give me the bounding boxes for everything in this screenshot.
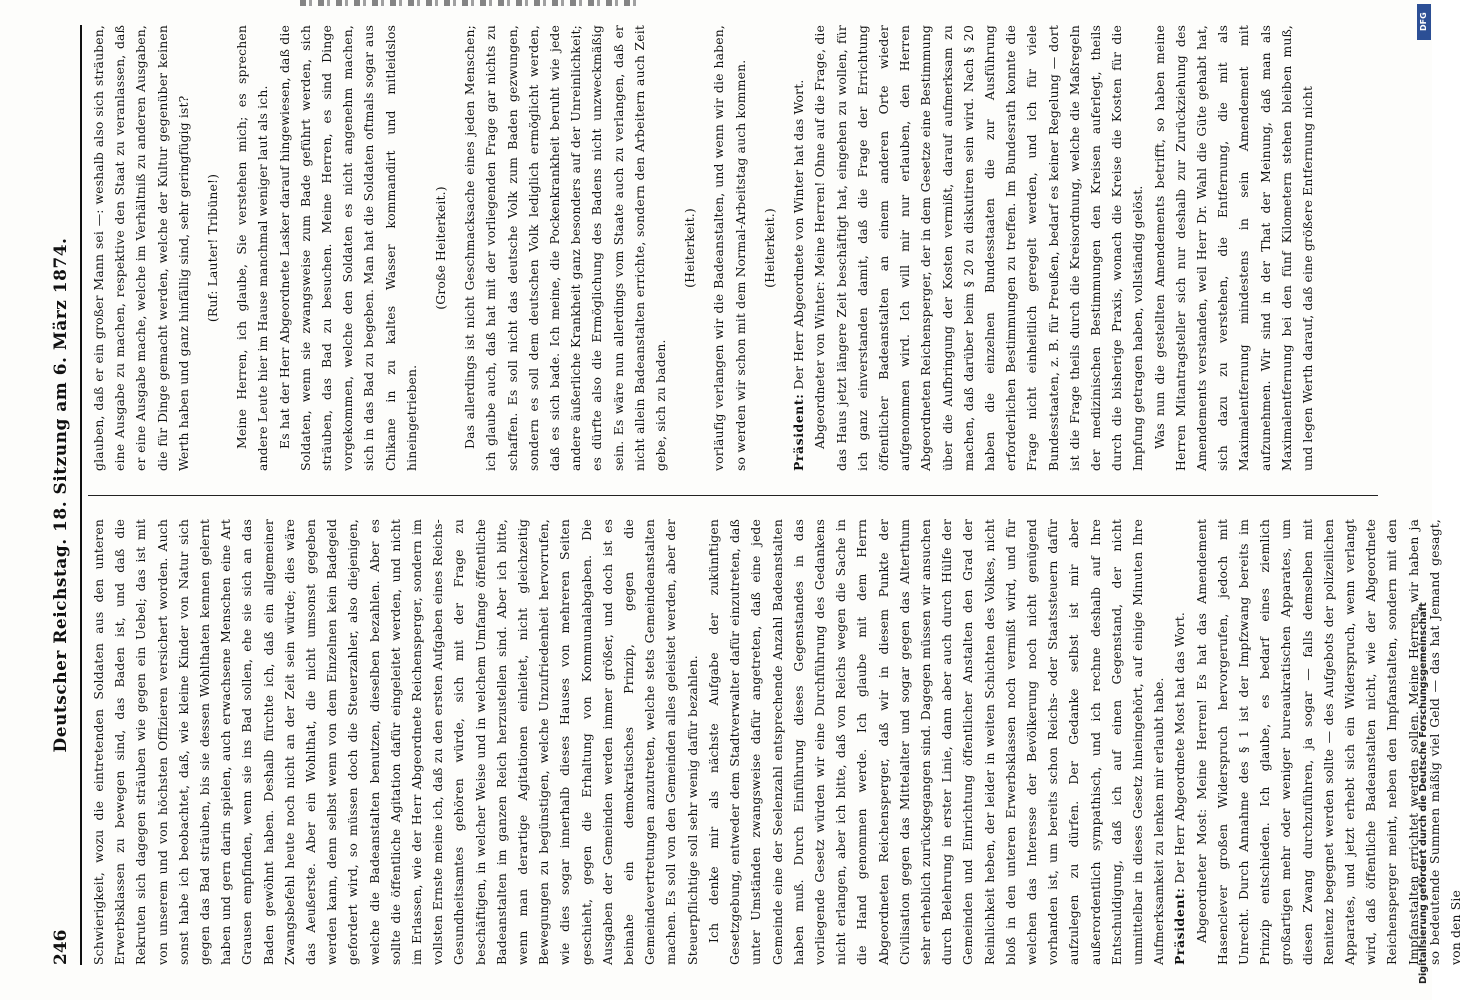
page-title: Deutscher Reichstag. 18. Sitzung am 6. März 1874. (51, 237, 71, 753)
interjection: (Große Heiterkeit.) (433, 186, 449, 310)
speaker-label: Präsident: (1172, 887, 1188, 965)
scan-edge-noise (300, 0, 640, 6)
paragraph: Es hat der Herr Abgeordnete Lasker darauf hingewiesen, daß die Soldaten, wenn sie zwangsweise zum Bade geführt werden, sich sträuben, das Bad zu besuchen. Meine Herren, es sind Dinge vorgekommen, welche den Soldaten es nicht angenehm machen, sich in das Bad zu begeben. Man hat die Soldaten oftmals sogar aus Chikane in zu kaltes Wasser kommandirt und mitleidslos hineingetrieben. (276, 25, 419, 471)
speaker-line (788, 25, 809, 471)
paragraph: Abgeordneter von Winter: Meine Herren! Ohne auf die Frage, die das Haus jetzt längere Zeit beschäftigt hat, eingehen zu wollen, für ich ganz einverstanden damit, daß die Frage der Errichtung öffentlicher Badeanstalten an einem anderen Orte wieder aufgenommen wird. Ich will mir nur erlauben, den Herren Abgeordneten Reichensperger, der in dem Gesetze eine Bestimmung über die Aufbringung der Kosten vermißt, darauf aufmerksam zu machen, daß darüber beim § 20 zu diskutiren sein wird. Nach § 20 haben die einzelnen Bundesstaaten die zur Ausführung erforderlichen Bestimmungen zu treffen. Im Bundesrath konnte die Frage nicht einheitlich geregelt werden, und ich für viele Bundesstaaten, z. B. für Preußen, bedarf es keiner Regelung — dort ist die Frage theils durch die Kreisordnung, welche die Maßregeln der medizinischen Bestimmungen den Kreisen auferlegt, theils durch die bisherige Praxis, wonach die Kreise die Kosten für die Impfung getragen haben, vollständig gelöst. (812, 25, 1146, 471)
paragraph: glauben, daß er ein großer Mann sei —: weshalb also sich sträuben, eine Ausgabe zu machen, respektive den Staat zu veranlassen, daß er eine Ausgabe mache, welche im Verhältniß zu anderen Ausgaben, die für Dinge gemacht werden, welche der Kultur gegenüber keinen Werth haben und ganz hinfällig sind, sehr geringfügig ist? (91, 25, 191, 471)
paragraph: Meine Herren, ich glaube, Sie verstehen mich; es sprechen andere Leute hier im Hause manchmal weniger laut als ich. (234, 25, 271, 471)
speaker-text: Der Herr Abgeordnete Most hat das Wort. (1172, 612, 1188, 884)
interjection: (Ruf: Lauter! Tribüne!) (205, 173, 221, 323)
page-number: 246 (51, 929, 71, 965)
dfg-logo-badge: DFG (1417, 4, 1431, 40)
speaker-label: Präsident: (791, 393, 807, 471)
interjection: (Heiterkeit.) (761, 208, 777, 288)
paragraph: Was nun die gestellten Amendements betrifft, so haben meine Herren Mitantragsteller sich nur deshalb zur Zurückziehung des Amendements verstanden, weil Herr Dr. Wahl die Güte gehabt hat, sich dazu zu verstehen, die Entfernung, die mit als Maximalentfernung mindestens in sein Amendement mit aufzunehmen. Wir sind in der That der Meinung, daß man als Maximalentfernung bei den fünf Kilometern stehen bleiben muß, und legen Werth darauf, daß eine größere Entfernung nicht (1151, 25, 1315, 471)
digitization-credit: Digitalisierung gefördert durch die Deutsche Forschungsgemeinschaft (1418, 602, 1429, 984)
column-divider (88, 495, 1378, 496)
page-header (42, 25, 82, 965)
paragraph: Schwierigkeit, wozu die eintretenden Soldaten aus den unteren Erwerbsklassen zu bewegen sind, das Baden ist, und daß die Rekruten sich dagegen sträuben wie gegen ein Uebel; das ist mit von unserem und von höchsten Offizieren versichert worden. Auch sonst habe ich beobachtet, daß, wie kleine Kinder von Natur sich gegen das Bad sträuben, bis sie dessen Wohlthaten kennen gelernt haben und gern darin spielen, auch erwachsene Menschen eine Art Grausen empfinden, wenn sie ins Bad sollen, ehe sie sich an das Baden gewöhnt haben. Deshalb fürchte ich, daß ein allgemeiner Zwangsbefehl heute noch nicht an der Zeit sein würde; dies wäre das Aeußerste. Aber ein Wohlthat, die nicht umsonst gegeben werden kann, denn selbst wenn von dem Einzelnen kein Badegeld gefordert wird, so müssen doch die Steuerzahler, also diejenigen, welche die Badeanstalten benutzen, dieselben bezahlen. Aber es sollte die öffentliche Agitation dafür eingeleitet werden, und nicht im Erlassen, wie der Herr Abgeordnete Reichensperger, sondern im vollsten Ernste meine ich, daß zu den ersten Aufgaben eines Reichs-Gesundheitsamtes gehören würde, sich mit der Frage zu beschäftigen, in welcher Weise und in welchem Umfange öffentliche Badeanstalten im ganzen Reich herzustellen sind. Aber ich bitte, wenn man derartige Agitationen einleitet, nicht gleichzeitig Bewegungen zu begünstigen, welche Unzufriedenheit hervorrufen, wie dies sogar innerhalb dieses Hauses von mehreren Seiten geschieht, gegen die Erhaltung von Kommunalabgaben. Die Ausgaben der Gemeinden werden immer größer, und doch ist es beinahe ein demokratisches Prinzip, gegen die Gemeindevertretungen anzutreten, welche stets Gemeindeanstalten machen. Es soll von den Gemeinden alles geleistet werden, aber der Steuerpflichtige soll sehr wenig dafür bezahlen. (91, 519, 700, 965)
right-column (88, 25, 1378, 471)
paragraph: Abgeordneter Most: Meine Herren! Es hat das Amendement Hasenclever großen Widerspruch hervorgerufen, jedoch mit Unrecht. Durch Annahme des § 1 ist der Impfzwang bereits im Prinzip entschieden. Ich glaube, es bedarf eines ziemlich großartigen mehr oder weniger bureaukratischen Apparates, um diesen Zwang durchzuführen, ja sogar — falls demselben mit Renitenz begegnet werden sollte — des Aufgebots der polizeilichen Apparates, und jetzt erhebt sich ein Widerspruch, wenn verlangt wird, daß öffentliche Badeanstalten nicht, wie der Abgeordnete Reichensperger meint, neben den Impfanstalten, sondern mit den Impfanstalten errichtet werden sollen. Meine Herren, wir haben ja so bedeutende Summen mäßig viel Geld — das hat Jemand gesagt, von den Sie (1193, 519, 1463, 965)
digitization-sidebar (1417, 4, 1432, 996)
interjection: (Heiterkeit.) (682, 208, 698, 288)
speaker-text: Der Herr Abgeordnete von Winter hat das Wort. (791, 79, 807, 390)
paragraph: vorläufig verlangen wir die Badeanstalten, und wenn wir die haben, so werden wir schon mit dem Normal-Arbeitstag auch kommen. (711, 25, 748, 471)
speaker-line (1169, 519, 1190, 965)
paragraph: Ich denke mir als nächste Aufgabe der zukünftigen Gesetzgebung, entweder dem Stadtverwalter dafür einzutreten, daß unter Umständen zwangsweise dafür angetreten, daß eine jede Gemeinde eine der Seelenzahl entsprechende Anzahl Badeanstalten haben muß. Durch Einführung dieses Gegenstandes in das vorliegende Gesetz würden wir eine Durchführung des Gedankens nicht erlangen, aber ich bitte, daß von Reichs wegen die Sache in die Hand genommen werde. Ich glaube mit dem Herrn Abgeordneten Reichensperger, daß wir in diesem Punkte der Civilisation gegen das Mittelalter und sogar gegen das Alterthum sehr erheblich zurückgegangen sind. Dagegen müssen wir ansuchen durch Belehrung in erster Linie, dann aber auch durch Hülfe der Gemeinden und Einrichtung öffentlicher Anstalten den Grad der Reinlichkeit heben, der leider in weiten Schichten des Volkes, nicht bloß in den unteren Erwerbsklassen noch vermißt wird, und für welchen das Interesse der Bevölkerung noch nicht genügend vorhanden ist, um bereits schon Reichs- oder Staatssteuern dafür aufzulegen zu dürfen. Der Gedanke selbst ist mir aber außerordentlich sympathisch, und ich rechne deshalb auf Ihre Entschuldigung, daß ich auf einen Gegenstand, der nicht unmittelbar in dieses Gesetz hineingehört, auf einige Minuten Ihre Aufmerksamkeit zu lenken mir erlaubt habe. (705, 519, 1167, 965)
paragraph: Das allerdings ist nicht Geschmacksache eines jeden Menschen; ich glaube auch, daß hat mit der vorliegenden Frage gar nichts zu schaffen. Es soll nicht das deutsche Volk zum Baden gezwungen, sondern es soll dem deutschen Volk lediglich ermöglicht werden, daß es sich bade. Ich meine, die Pockenkrankheit beruht wie jede andere äußerliche Krankheit ganz besonders auf der Unreinlichkeit; es dürfte also die Ermöglichung des Badens nicht unzweckmäßig sein. Es wäre nun allerdings vom Staate auch zu verlangen, daß er nicht allein Badeanstalten errichte, sondern den Arbeitern auch Zeit gebe, sich zu baden. (462, 25, 669, 471)
